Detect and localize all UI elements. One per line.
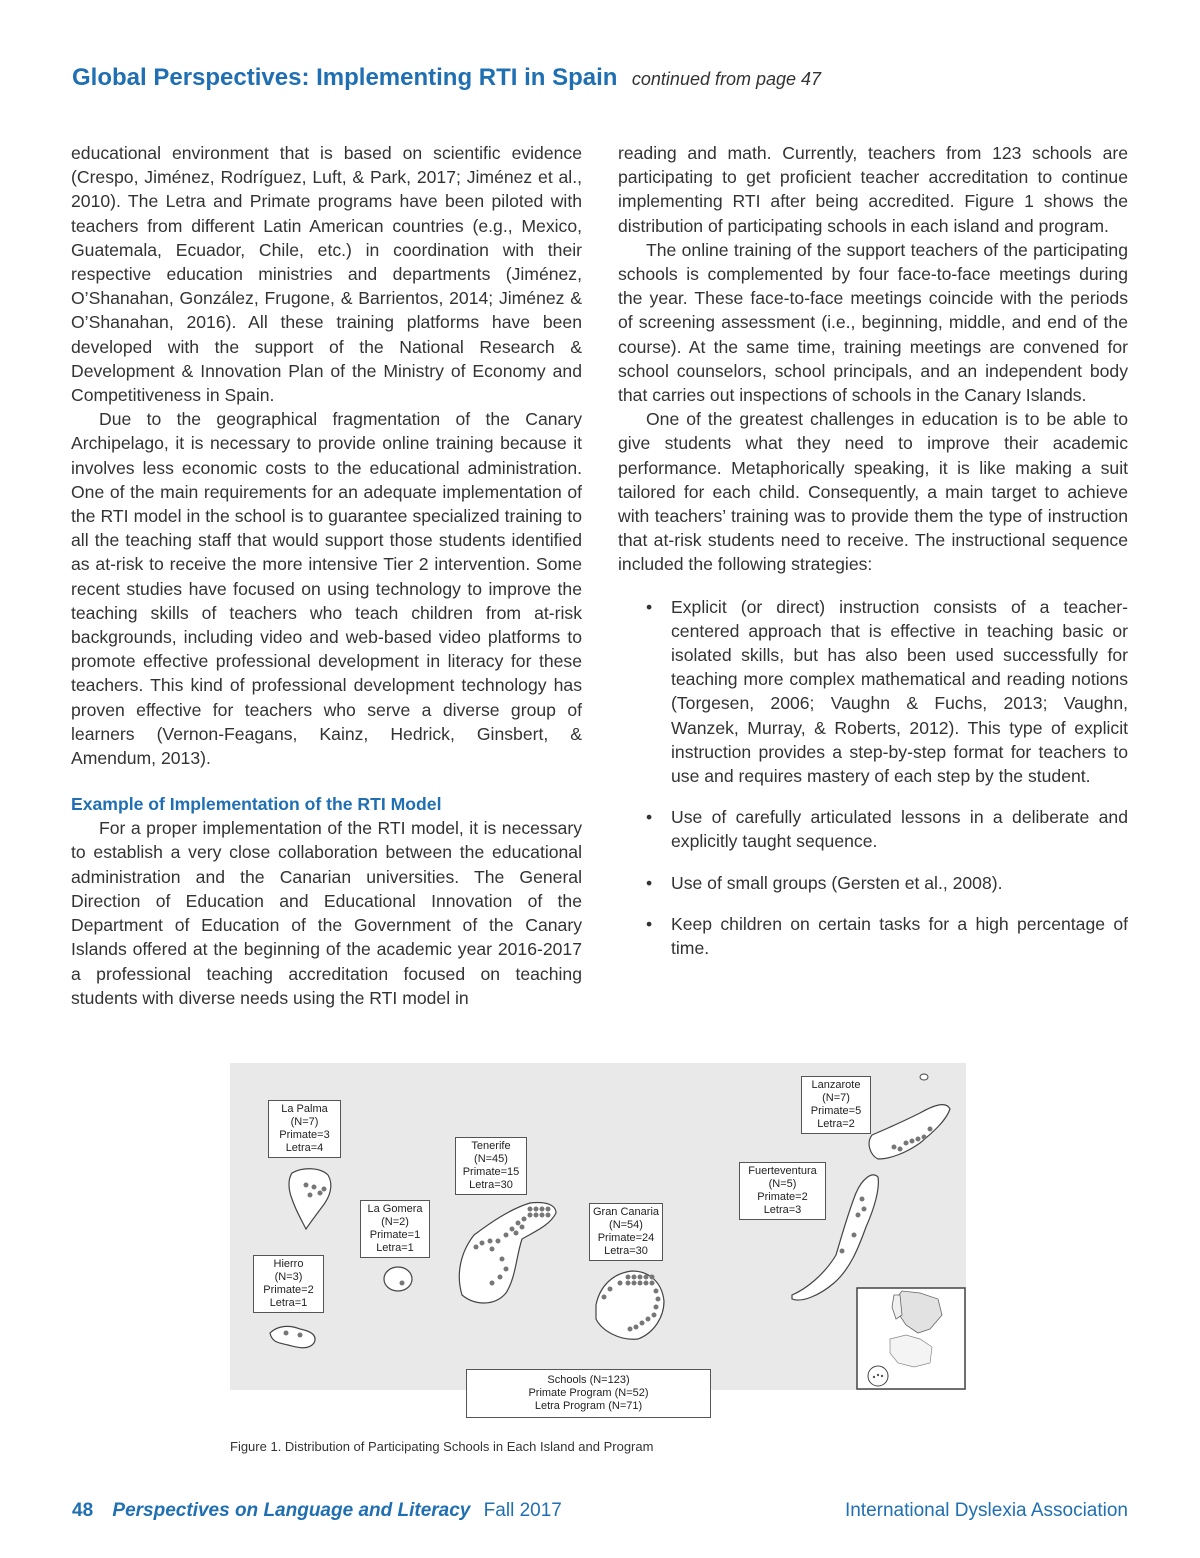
letra-count: Letra=30 bbox=[604, 1245, 648, 1257]
letra-count: Letra=1 bbox=[376, 1242, 414, 1254]
journal-name: Perspectives on Language and Literacy bbox=[112, 1500, 471, 1521]
primate-count: Primate=3 bbox=[279, 1129, 330, 1141]
island-total: (N=3) bbox=[274, 1271, 303, 1283]
page-header bbox=[72, 64, 1132, 92]
primate-count: Primate=1 bbox=[369, 1229, 421, 1241]
label-tenerife bbox=[455, 1137, 527, 1195]
label-hierro bbox=[253, 1255, 324, 1313]
list-item bbox=[618, 595, 1128, 789]
island-name: La Gomera bbox=[367, 1203, 423, 1215]
island-la-gomera bbox=[384, 1267, 412, 1291]
island-tenerife bbox=[459, 1202, 556, 1303]
paragraph: reading and math. Currently, teachers from 123 schools are participating to get proficient teacher accreditation to continue implementing RTI after being accredited. Figure 1 shows the distribution of participating schools in each island and program. bbox=[618, 143, 1128, 236]
article-title: Global Perspectives: Implementing RTI in Spain bbox=[72, 64, 618, 91]
island-total: (N=7) bbox=[822, 1092, 850, 1104]
section-heading: Example of Implementation of the RTI Model bbox=[71, 794, 442, 815]
island-total: (N=7) bbox=[290, 1116, 319, 1128]
island-total: (N=2) bbox=[381, 1216, 409, 1228]
letra-count: Letra=4 bbox=[285, 1142, 324, 1154]
total-primate: Primate Program (N=52) bbox=[528, 1387, 649, 1399]
island-lanzarote bbox=[869, 1105, 950, 1159]
island-name: Hierro bbox=[273, 1258, 304, 1270]
bullet: • bbox=[646, 596, 653, 617]
island-total: (N=45) bbox=[474, 1153, 508, 1165]
paragraph: Due to the geographical fragmentation of the Canary Archipelago, it is necessary to provide online training because it involves less economic costs to the educational administration. One of the main requirements for an adequate implementation of the RTI model in the school is to guarantee specialized training to all the teaching staff that would support those students identified as at-risk to receive the more intensive Tier 2 intervention. Some recent studies have focused on using technology to improve the teaching skills of teachers who teach children from at-risk backgrounds, including video and web-based video platforms to promote effective professional development in literacy for these teachers. This kind of professional development technology has proven effective for teachers who serve a diverse group of learners (Vernon-Feagans, Kainz, Hedrick, Ginsbert, & Amendum, 2013). bbox=[71, 409, 582, 769]
letra-count: Letra=3 bbox=[763, 1204, 802, 1216]
figure-caption: Figure 1. Distribution of Participating Schools in Each Island and Program bbox=[230, 1439, 654, 1454]
island-name: Lanzarote bbox=[811, 1079, 861, 1091]
label-la-palma bbox=[268, 1100, 341, 1158]
island-name: Tenerife bbox=[471, 1140, 511, 1152]
label-la-gomera bbox=[360, 1200, 430, 1258]
right-column bbox=[618, 141, 1128, 977]
list-item bbox=[618, 871, 1128, 895]
list-item-text: Use of carefully articulated lessons in a deliberate and explicitly taught sequence. bbox=[671, 807, 1128, 852]
list-item bbox=[618, 912, 1128, 960]
total-schools: Schools (N=123) bbox=[547, 1374, 630, 1386]
list-item-text: Keep children on certain tasks for a high percentage of time. bbox=[671, 913, 1128, 959]
island-name: Fuerteventura bbox=[748, 1165, 817, 1177]
continued-note: continued from page 47 bbox=[631, 69, 822, 89]
total-letra: Letra Program (N=71) bbox=[534, 1400, 643, 1412]
islet-graciosa bbox=[920, 1074, 928, 1080]
primate-count: Primate=2 bbox=[757, 1191, 808, 1203]
paragraph: For a proper implementation of the RTI model, it is necessary to establish a very close collaboration between the educational administration and the Canarian universities. The General Direction of Education and Educational Innovation of the Department of Education of the Government of the Canary Islands offered at the beginning of the academic year 2016-2017 a professional teaching accreditation focused on teaching students with diverse needs using the RTI model in bbox=[71, 818, 582, 1008]
list-item bbox=[618, 805, 1128, 853]
journal-issue: Fall 2017 bbox=[483, 1500, 562, 1521]
primate-count: Primate=24 bbox=[597, 1232, 655, 1244]
primate-count: Primate=2 bbox=[263, 1284, 314, 1296]
island-total: (N=54) bbox=[609, 1219, 643, 1231]
paragraph: One of the greatest challenges in education is to be able to give students what they need to improve their academic performance. Metaphorically speaking, it is like making a suit tailored for each child. Consequently, a main target to achieve with teachers’ training was to provide them the type of instruction that at-risk students need to receive. The instructional sequence included the following strategies: bbox=[618, 409, 1128, 575]
paragraph: educational environment that is based on scientific evidence (Crespo, Jiménez, Rodríguez, Luft, & Park, 2017; Jiménez et al., 2010). The Letra and Primate programs have been piloted with teachers from different Latin American countries (e.g., Mexico, Guatemala, Ecuador, Chile, etc.) in coordination with their respective education ministries and departments (Jiménez, O’Shanahan, González, Frugone, & Barrientos, 2014; Jiménez & O’Shanahan, 2016). All these training platforms have been developed with the support of the National Research & Development & Innovation Plan of the Ministry of Economy and Competitiveness in Spain. bbox=[71, 143, 582, 406]
strategy-list bbox=[618, 595, 1128, 961]
bullet: • bbox=[646, 913, 653, 934]
island-name: La Palma bbox=[281, 1103, 328, 1115]
primate-count: Primate=5 bbox=[810, 1105, 862, 1117]
list-item-text: Use of small groups (Gersten et al., 2008). bbox=[671, 872, 1003, 893]
bullet: • bbox=[646, 872, 653, 893]
figure-map bbox=[230, 1063, 966, 1412]
letra-count: Letra=30 bbox=[469, 1179, 513, 1191]
left-column bbox=[71, 141, 582, 1010]
island-total: (N=5) bbox=[768, 1178, 797, 1190]
paragraph: The online training of the support teachers of the participating schools is complemented by four face-to-face meetings during the year. These face-to-face meetings coincide with the periods of screening assessment (i.e., beginning, middle, and end of the course). At the same time, training meetings are convened for school counselors, school principals, and an independent body that carries out inspections of schools in the Canary Islands. bbox=[618, 239, 1128, 406]
label-fuerteventura bbox=[739, 1162, 826, 1220]
page-number: 48 bbox=[72, 1500, 94, 1521]
list-item-text: Explicit (or direct) instruction consists of a teacher-centered approach that is effective in teaching basic or isolated skills, but has also been used successfully for teaching more complex mathematical and reading notions (Torgesen, 2006; Vaughn & Fuchs, 2013; Vaughn, Wanzek, Murray, & Roberts, 2012). This type of explicit instruction provides a step-by-step format for teachers to use and requires mastery of each step by the student. bbox=[671, 596, 1128, 787]
primate-count: Primate=15 bbox=[462, 1166, 520, 1178]
letra-count: Letra=2 bbox=[817, 1118, 855, 1130]
island-la-palma bbox=[289, 1169, 331, 1229]
inset-map-spain bbox=[857, 1288, 965, 1389]
organization-name: International Dyslexia Association bbox=[844, 1500, 1128, 1521]
letra-count: Letra=1 bbox=[269, 1297, 308, 1309]
label-lanzarote bbox=[801, 1076, 871, 1134]
bullet: • bbox=[646, 807, 653, 828]
island-hierro bbox=[270, 1326, 315, 1347]
label-totals bbox=[466, 1369, 711, 1418]
island-name: Gran Canaria bbox=[592, 1206, 660, 1218]
page-footer bbox=[72, 1500, 1128, 1522]
label-gran-canaria bbox=[589, 1203, 663, 1261]
